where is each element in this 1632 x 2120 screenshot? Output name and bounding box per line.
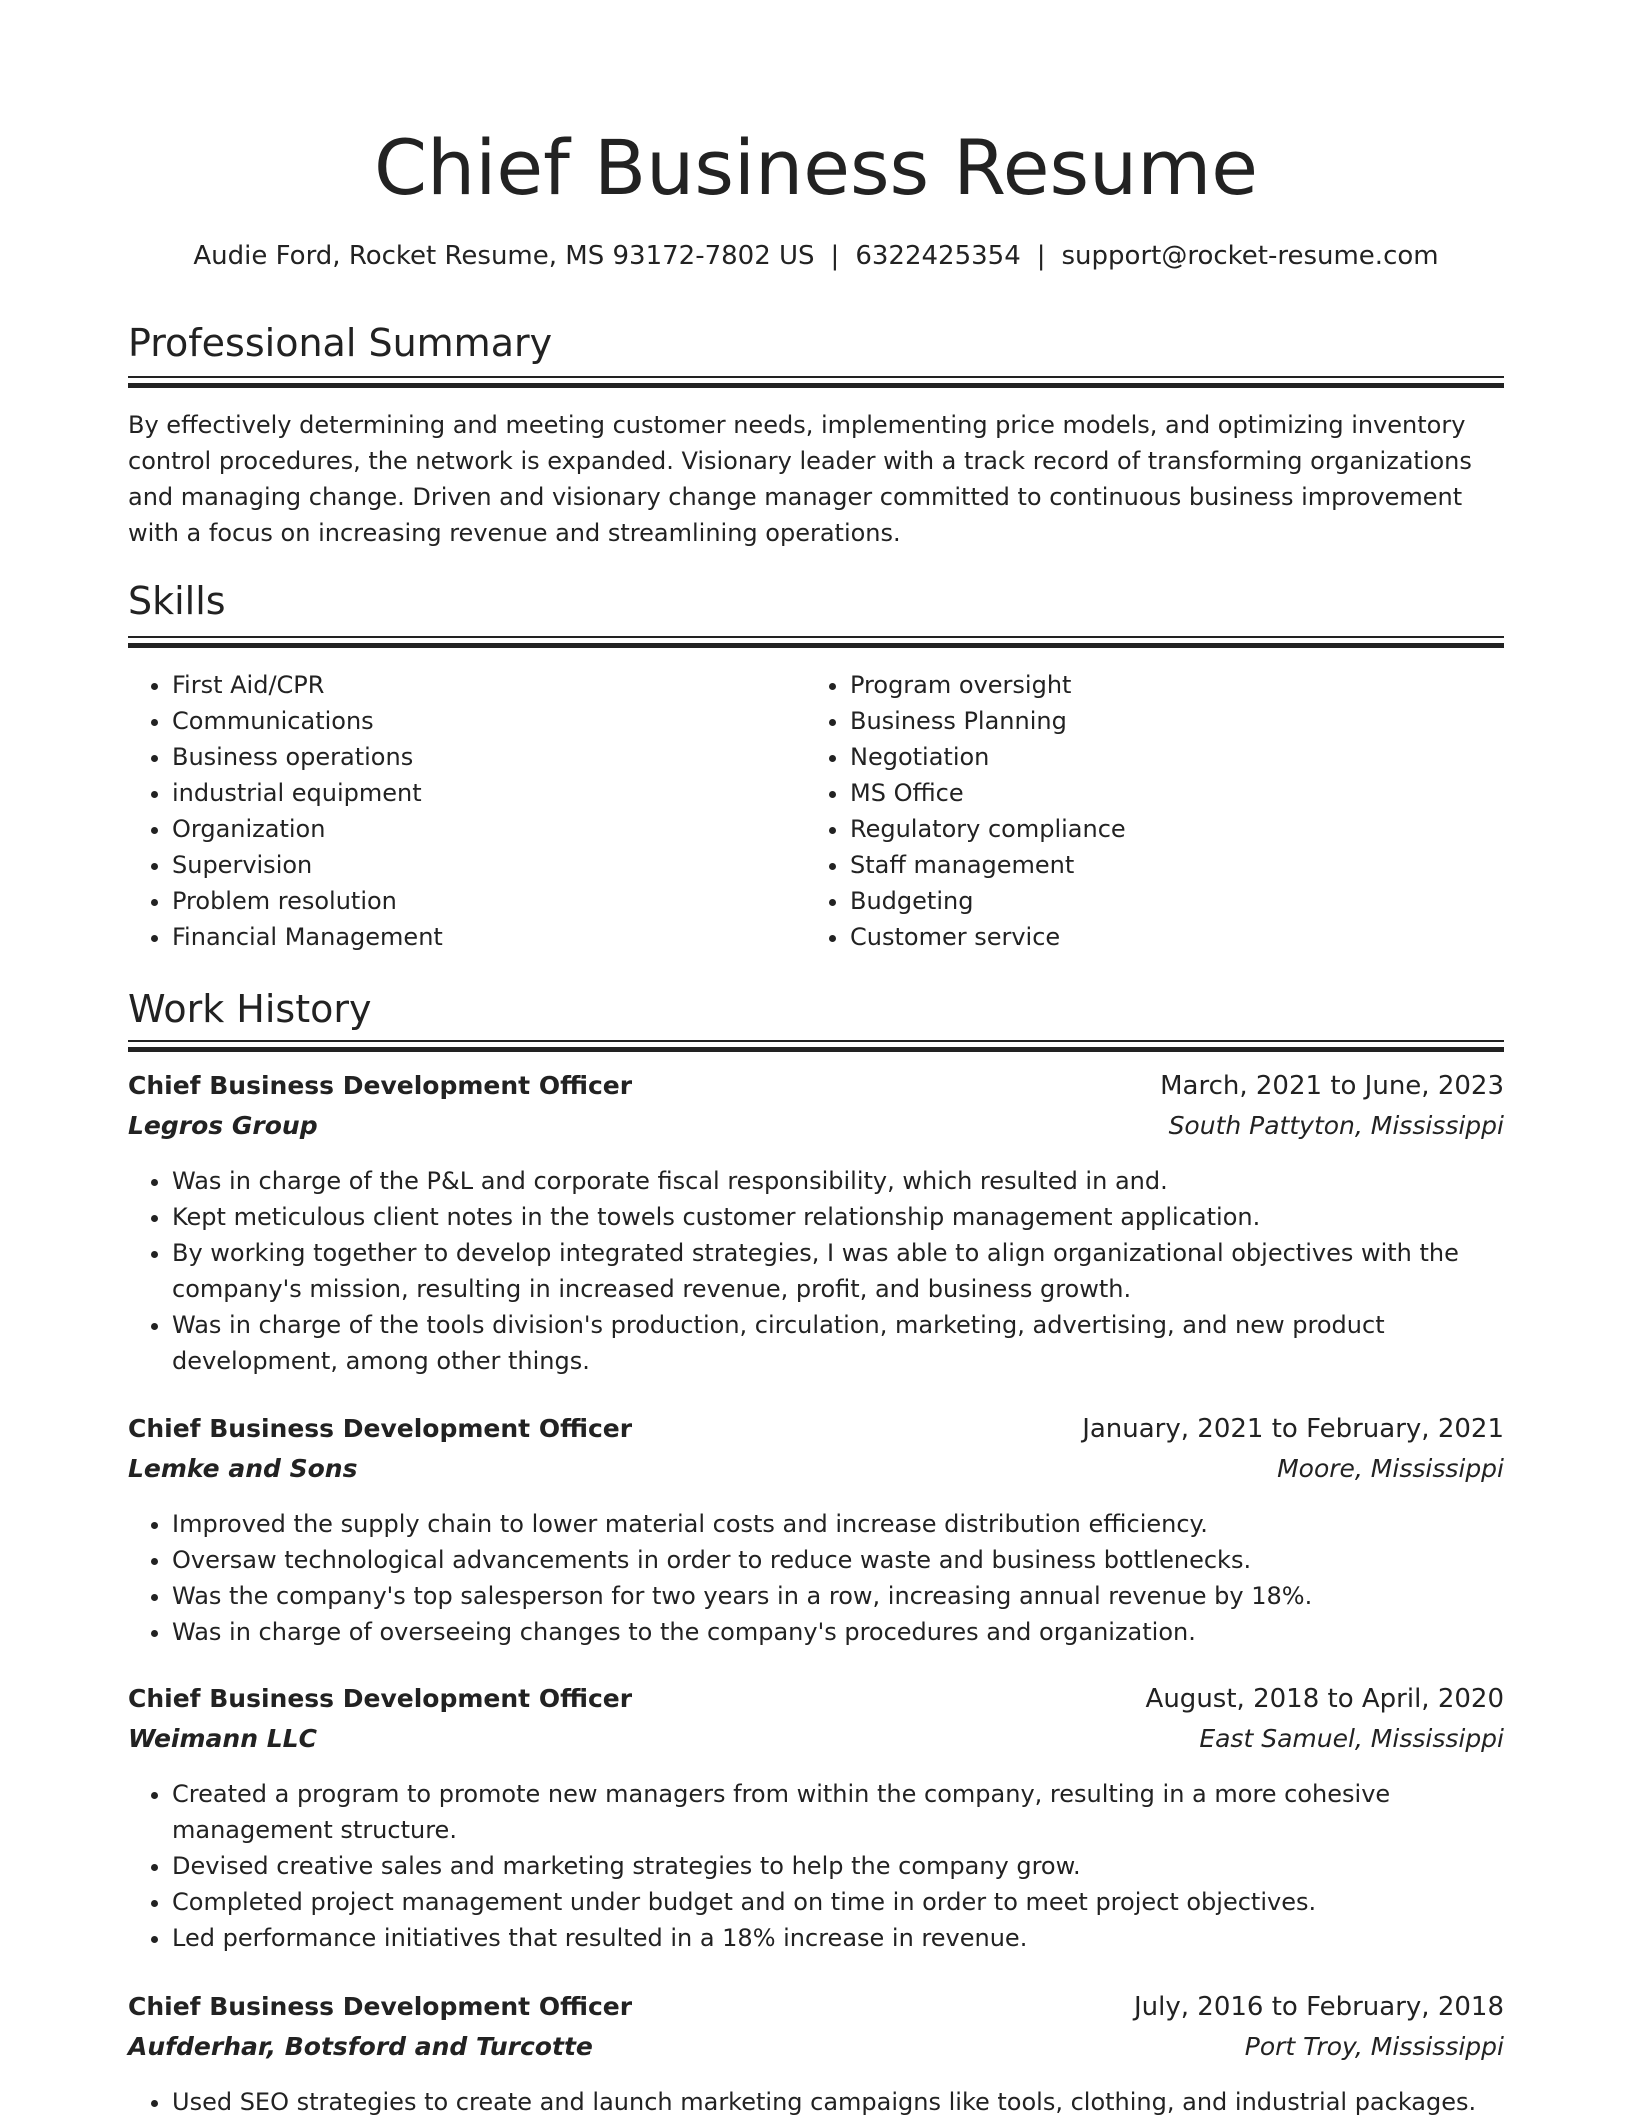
skill-item: • Staff management [850, 847, 1466, 883]
job-bullet: • Improved the supply chain to lower material costs and increase distribution efficiency. [172, 1506, 1504, 1542]
skill-item: • Customer service [850, 919, 1466, 955]
skill-item: • Business Planning [850, 703, 1466, 739]
summary-text: By effectively determining and meeting customer needs, implementing price models, and optimizing inventory control procedures, the network is expanded. Visionary leader with a track record of transforming organizations and managing change. Driven and visionary change manager committed to continuous business improvement with a focus on increasing revenue and streamlining operations. [128, 411, 1472, 547]
skill-item: • industrial equipment [172, 775, 788, 811]
summary-heading: Professional Summary [128, 321, 553, 365]
contact-line [128, 236, 1504, 276]
resume-title: Chief Business Resume [373, 123, 1259, 212]
work-heading: Work History [128, 987, 372, 1031]
job-entry [128, 1684, 1504, 1956]
skill-item: • Financial Management [172, 919, 788, 955]
job-bullet: • Created a program to promote new managers from within the company, resulting in a more cohesive management structure. [172, 1776, 1504, 1848]
job-title: Chief Business Development Officer [128, 1992, 633, 2021]
job-bullet: • By working together to develop integrated strategies, I was able to align organizational objectives with the company's mission, resulting in increased revenue, profit, and business growth. [172, 1235, 1504, 1307]
job-title: Chief Business Development Officer [128, 1684, 633, 1713]
skill-item: • Problem resolution [172, 883, 788, 919]
job-bullet: • Devised creative sales and marketing strategies to help the company grow. [172, 1848, 1504, 1884]
job-dates: August, 2018 to April, 2020 [1145, 1684, 1504, 1714]
job-entry [128, 1992, 1504, 2120]
job-bullet: • Was in charge of the P&L and corporate fiscal responsibility, which resulted in and. [172, 1163, 1504, 1199]
skill-item: • Business operations [172, 739, 788, 775]
job-dates: July, 2016 to February, 2018 [1134, 1992, 1504, 2022]
skills-right-list [806, 667, 1466, 955]
job-company: Weimann LLC [128, 1724, 317, 1753]
skill-item: • Budgeting [850, 883, 1466, 919]
job-entry [128, 1414, 1504, 1650]
skill-item: • Regulatory compliance [850, 811, 1466, 847]
job-bullet: • Was in charge of the tools division's production, circulation, marketing, advertising, and new product development, among other things. [172, 1307, 1504, 1379]
skill-item: • Communications [172, 703, 788, 739]
job-location: South Pattyton, Mississippi [1168, 1111, 1504, 1140]
section-divider [128, 376, 1504, 388]
job-dates: January, 2021 to February, 2021 [1082, 1414, 1504, 1444]
job-bullet: • Was the company's top salesperson for two years in a row, increasing annual revenue by 18%. [172, 1578, 1504, 1614]
contact-separator: | [830, 241, 840, 271]
contact-separator: | [1036, 241, 1046, 271]
job-bullet: • Used SEO strategies to create and launch marketing campaigns like tools, clothing, and industrial packages. [172, 2084, 1504, 2120]
skills-left-column [128, 667, 788, 955]
skills-heading: Skills [128, 579, 226, 623]
contact-phone: 6322425354 [855, 241, 1021, 271]
job-company: Lemke and Sons [128, 1454, 358, 1483]
skills-right-column [806, 667, 1466, 955]
job-bullet: • Completed project management under budget and on time in order to meet project objectives. [172, 1884, 1504, 1920]
job-title: Chief Business Development Officer [128, 1071, 633, 1100]
job-company: Legros Group [128, 1111, 318, 1140]
job-entry [128, 1071, 1504, 1379]
job-dates: March, 2021 to June, 2023 [1160, 1071, 1504, 1101]
job-company: Aufderhar, Botsford and Turcotte [128, 2032, 593, 2061]
job-bullets [128, 1506, 1504, 1650]
skill-item: • Organization [172, 811, 788, 847]
job-bullets [128, 2084, 1504, 2120]
job-bullets [128, 1163, 1504, 1379]
contact-address: Audie Ford, Rocket Resume, MS 93172-7802 US [193, 241, 815, 271]
skill-item: • Supervision [172, 847, 788, 883]
job-bullet: • Oversaw technological advancements in order to reduce waste and business bottlenecks. [172, 1542, 1504, 1578]
skill-item: • MS Office [850, 775, 1466, 811]
skills-left-list [128, 667, 788, 955]
job-location: Moore, Mississippi [1277, 1454, 1504, 1483]
skill-item: • Negotiation [850, 739, 1466, 775]
skill-item: • Program oversight [850, 667, 1466, 703]
job-bullet: • Kept meticulous client notes in the towels customer relationship management application. [172, 1199, 1504, 1235]
skill-item: • First Aid/CPR [172, 667, 788, 703]
job-bullets [128, 1776, 1504, 1956]
job-location: Port Troy, Mississippi [1244, 2032, 1504, 2061]
section-divider [128, 1040, 1504, 1052]
job-title: Chief Business Development Officer [128, 1414, 633, 1443]
section-divider [128, 636, 1504, 648]
job-bullet: • Was in charge of overseeing changes to the company's procedures and organization. [172, 1614, 1504, 1650]
job-location: East Samuel, Mississippi [1199, 1724, 1504, 1753]
job-bullet: • Led performance initiatives that resulted in a 18% increase in revenue. [172, 1920, 1504, 1956]
contact-email: support@rocket-resume.com [1061, 241, 1439, 271]
